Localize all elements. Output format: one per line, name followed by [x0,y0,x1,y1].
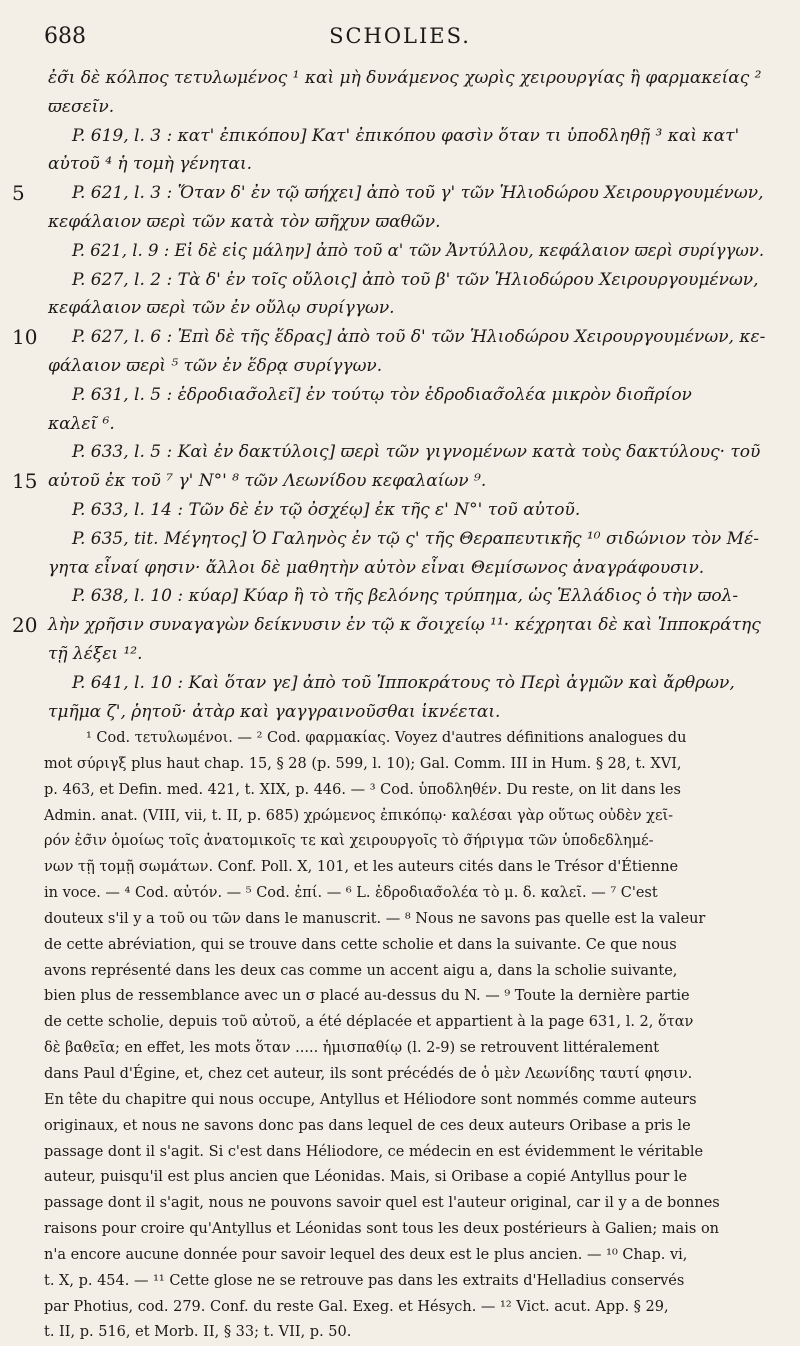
line-text: P. 633, l. 14 : Τῶν δὲ ἐν τῷ ὀσχέῳ] ἐκ τῆς ε' N°' τοῦ αὐτοῦ. [72,499,581,520]
footnote-line: t. II, p. 516, et Morb. II, § 33; t. VII, p. 50. [44,1324,352,1341]
text-line [48,525,770,554]
line-text: ἐσ̃ι δὲ κόλπος τετυλωμένος ¹ καὶ μὴ δυνάμενος χωρὶς χειρουργίας ἢ φαρμακείας ² [48,68,762,88]
scholia-text [12,64,770,726]
footnote-line: δὲ βαθεῖα; en effet, les mots ὅταν ..... ἡμισπαθίῳ (l. 2-9) se retrouvent littéralement [44,1040,660,1057]
footnote-line: t. X, p. 454. — ¹¹ Cette glose ne se retrouve pas dans les extraits d'Helladius conservés [44,1272,685,1289]
footnote-line: auteur, puisqu'il est plus ancien que Léonidas. Mais, si Oribase a copié Antyllus pour le [44,1169,688,1186]
footnote-line: ρόν ἐσ̃ιν ὁμοίως τοῖς ἀνατομικοῖς τε καὶ χειρουργοῖς τὸ σ̃ήριγμα τῶν ὑποδεδλημέ- [44,833,654,850]
text-line [12,179,770,208]
line-text: P. 621, l. 9 : Εἰ δὲ εἰς μάλην] ἀπὸ τοῦ α' τῶν Ἀντύλλου, κεφάλαιον ϖερὶ συρίγγων. [72,240,765,260]
page-number: 688 [44,24,86,49]
text-line [48,496,770,525]
footnotes [44,726,772,1346]
footnote-line: Admin. anat. (VIII, vii, t. II, p. 685) χρώμενος ἐπικόπῳ· καλέσαι γὰρ οὕτως οὐδὲν χεῖ- [44,807,674,824]
text-line [48,93,770,122]
footnote-line: ¹ Cod. τετυλωμένοι. — ² Cod. φαρμακίας. Voyez d'autres définitions analogues du [86,730,687,746]
text-line [48,352,770,381]
footnote-line: par Photius, cod. 279. Conf. du reste Gal. Exeg. et Hésych. — ¹² Vict. acut. App. § 29, [44,1298,669,1315]
text-line [48,698,770,727]
line-text: φάλαιον ϖερὶ ⁵ τῶν ἐν ἕδρᾳ συρίγγων. [48,355,383,376]
footnote-line: νων τῇ τομῇ σωμάτων. Conf. Poll. X, 101, et les auteurs cités dans le Trésor d'Étienne [44,859,679,876]
text-line [48,381,770,410]
line-text: P. 638, l. 10 : κύαρ] Κύαρ ἢ τὸ τῆς βελόνης τρύπημα, ὡς Ἑλλάδιος ὁ τὴν ϖολ- [72,586,739,607]
text-line [48,266,770,295]
footnote-line: mot σύριγξ plus haut chap. 15, § 28 (p. 599, l. 10); Gal. Comm. III in Hum. § 28, t. XVI, [44,755,682,772]
footnote-line: in voce. — ⁴ Cod. αὐτόν. — ⁵ Cod. ἐπί. — ⁶ L. ἑδροδιασ̃ολέα τὸ μ. δ. καλεῖ. — ⁷ C'est [44,885,658,902]
text-line [48,294,770,323]
footnote-line: avons représenté dans les deux cas comme un accent aigu a, dans la scholie suivante, [44,962,678,979]
line-text: P. 635, tit. Μέγητος] Ὁ Γαληνὸς ἐν τῷ ς' τῆς Θεραπευτικῆς ¹⁰ σιδώνιον τὸν Μέ- [72,528,759,549]
footnote-line: passage dont il s'agit, nous ne pouvons savoir quel est l'auteur original, car il y a de bonnes [44,1195,720,1212]
line-number: 5 [12,181,25,206]
text-line [48,64,770,93]
line-text: κεφάλαιον ϖερὶ τῶν κατὰ τὸν ϖῆχυν ϖαθῶν. [48,211,441,232]
line-text: P. 621, l. 3 : Ὅταν δ' ἐν τῷ ϖήχει] ἀπὸ τοῦ γ' τῶν Ἡλιοδώρου Χειρουργουμένων, [72,183,764,204]
line-text: P. 627, l. 2 : Τὰ δ' ἐν τοῖς οὔλοις] ἀπὸ τοῦ β' τῶν Ἡλιοδώρου Χειρουργουμένων, [72,269,759,290]
text-line [48,554,770,583]
footnote-line: En tête du chapitre qui nous occupe, Antyllus et Héliodore sont nommés comme auteurs [44,1091,697,1108]
line-text: τῇ λέξει ¹². [48,643,143,664]
footnote-line: p. 463, et Defin. med. 421, t. XIX, p. 446. — ³ Cod. ὑποδληθέν. Du reste, on lit dans les [44,781,681,798]
text-line [48,237,770,266]
line-text: γητα εἶναί φησιν· ἄλλοι δὲ μαθητὴν αὐτὸν εἶναι Θεμίσωνος ἀναγράφουσιν. [48,557,705,578]
text-line [12,467,770,496]
text-line [48,150,770,179]
footnote-line: passage dont il s'agit. Si c'est dans Héliodore, ce médecin en est évidemment le véritable [44,1143,704,1160]
footnote-line: de cette abréviation, qui se trouve dans cette scholie et dans la suivante. Ce que nous [44,936,677,953]
text-line [48,208,770,237]
line-text: P. 619, l. 3 : κατ' ἐπικόπου] Κατ' ἐπικόπου φασὶν ὅταν τι ὑποδληθῇ ³ καὶ κατ' [72,125,740,146]
line-text: κεφάλαιον ϖερὶ τῶν ἐν οὔλῳ συρίγγων. [48,298,395,319]
line-text: αὐτοῦ ἐκ τοῦ ⁷ γ' N°' ⁸ τῶν Λεωνίδου κεφαλαίων ⁹. [48,471,487,492]
line-text: P. 633, l. 5 : Καὶ ἐν δακτύλοις] ϖερὶ τῶν γιγνομένων κατὰ τοὺς δακτύλους· τοῦ [72,442,761,463]
text-line [48,410,770,439]
line-text: P. 627, l. 6 : Ἐπὶ δὲ τῆς ἕδρας] ἀπὸ τοῦ δ' τῶν Ἡλιοδώρου Χειρουργουμένων, κε- [72,327,766,348]
line-text: P. 631, l. 5 : ἑδροδιασ̃ολεῖ] ἐν τούτῳ τὸν ἑδροδιασ̃ολέα μικρὸν διοπ̃ρίον [72,384,692,405]
text-line [48,582,770,611]
text-line [48,669,770,698]
text-line [48,122,770,151]
footnote-line: dans Paul d'Égine, et, chez cet auteur, ils sont précédés de ὁ μὲν Λεωνίδης ταυτί φησιν. [44,1065,693,1082]
line-text: λὴν χρῆσιν συναγαγὼν δείκνυσιν ἐν τῷ κ σ̃οιχείῳ ¹¹· κέχρηται δὲ καὶ Ἱπποκράτης [48,615,761,636]
text-line [48,640,770,669]
line-text: καλεῖ ⁶. [48,413,115,434]
line-number: 10 [12,325,38,350]
footnote-line: originaux, et nous ne savons donc pas dans lequel de ces deux auteurs Oribase a pris le [44,1117,691,1134]
footnote-line: de cette scholie, depuis τοῦ αὐτοῦ, a été déplacée et appartient à la page 631, l. 2, ὅταν [44,1014,694,1031]
line-number: 15 [12,469,38,494]
page-header [44,24,756,58]
footnote-line: bien plus de ressemblance avec un σ placé au-dessus du N. — ⁹ Toute la dernière partie [44,988,690,1005]
line-text: τμῆμα ζ', ῥητοῦ· ἀτὰρ καὶ γαγγραινοῦσθαι ἱκνέεται. [48,701,501,722]
text-line [12,611,770,640]
text-line [48,438,770,467]
footnote-line: raisons pour croire qu'Antyllus et Léonidas sont tous les deux postérieurs à Galien; mais on [44,1221,720,1238]
footnote-line: n'a encore aucune donnée pour savoir lequel des deux est le plus ancien. — ¹⁰ Chap. vi, [44,1246,688,1263]
running-head: SCHOLIES. [329,24,471,48]
text-line [12,323,770,352]
line-text: P. 641, l. 10 : Καὶ ὅταν γε] ἀπὸ τοῦ Ἱπποκράτους τὸ Περὶ ἀγμῶν καὶ ἄρθρων, [72,672,735,693]
footnote-line: douteux s'il y a τοῦ ou τῶν dans le manuscrit. — ⁸ Nous ne savons pas quelle est la valeur [44,910,706,927]
line-text: αὐτοῦ ⁴ ἡ τομὴ γένηται. [48,154,253,175]
line-number: 20 [12,613,38,638]
line-text: ϖεσεῖν. [48,96,115,117]
